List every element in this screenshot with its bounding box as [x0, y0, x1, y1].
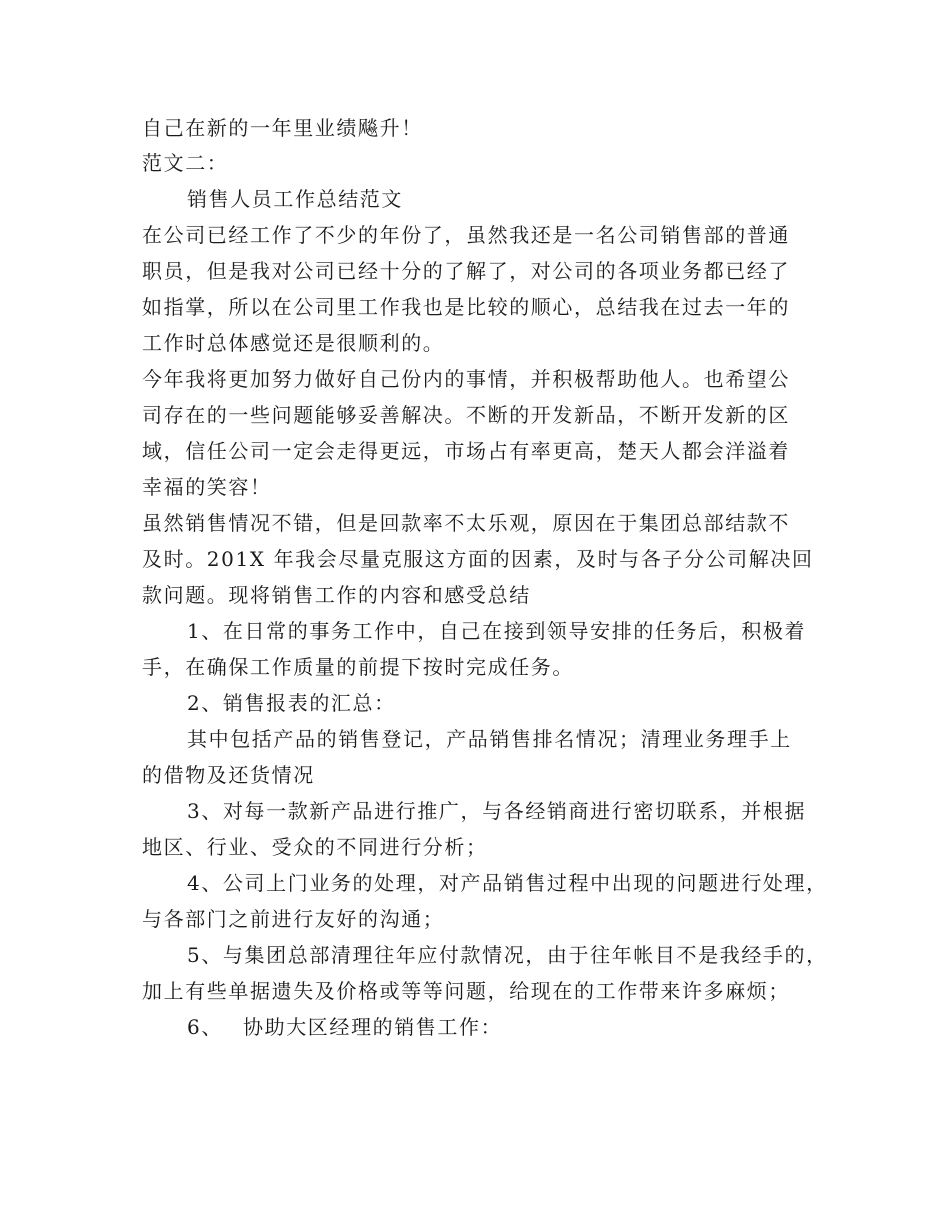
- list-item-number: 6、: [187, 1015, 223, 1039]
- text-line: 职员，但是我对公司已经十分的了解了，对公司的各项业务都已经了: [142, 259, 790, 283]
- text-line: 及时。201X 年我会尽量克服这方面的因素，及时与各子分公司解决回: [142, 547, 814, 571]
- list-item: 4、公司上门业务的处理，对产品销售过程中出现的问题进行处理，: [187, 871, 828, 895]
- text-line: 的借物及还货情况: [142, 763, 315, 787]
- text-line: 地区、行业、受众的不同进行分析；: [142, 835, 488, 859]
- list-item: 5、与集团总部清理往年应付款情况，由于往年帐目不是我经手的，: [187, 943, 828, 967]
- text-line: 幸福的笑容！: [142, 475, 272, 499]
- text-line: 司存在的一些问题能够妥善解决。不断的开发新品，不断开发新的区: [142, 403, 790, 427]
- list-item: 协助大区经理的销售工作：: [243, 1015, 503, 1039]
- text-line: 自己在新的一年里业绩飚升！: [142, 116, 423, 140]
- text-line: 手，在确保工作质量的前提下按时完成任务。: [142, 655, 574, 679]
- text-line: 虽然销售情况不错，但是回款率不太乐观，原因在于集团总部结款不: [142, 511, 790, 535]
- list-item: 1、在日常的事务工作中，自己在接到领导安排的任务后，积极着: [187, 619, 807, 643]
- document-title: 销售人员工作总结范文: [187, 187, 403, 211]
- text-line: 其中包括产品的销售登记，产品销售排名情况；清理业务理手上: [187, 727, 792, 751]
- text-line: 工作时总体感觉还是很顺利的。: [142, 331, 445, 355]
- text-line: 款问题。现将销售工作的内容和感受总结: [142, 583, 531, 607]
- text-line: 与各部门之前进行友好的沟通；: [142, 907, 445, 931]
- text-line: 今年我将更加努力做好自己份内的事情，并积极帮助他人。也希望公: [142, 367, 790, 391]
- text-line: 域，信任公司一定会走得更远，市场占有率更高，楚天人都会洋溢着: [142, 439, 790, 463]
- list-item: 2、销售报表的汇总：: [187, 691, 396, 715]
- text-line: 如指掌，所以在公司里工作我也是比较的顺心，总结我在过去一年的: [142, 295, 790, 319]
- section-heading: 范文二：: [142, 151, 229, 175]
- text-line: 加上有些单据遗失及价格或等等问题，给现在的工作带来许多麻烦；: [142, 979, 790, 1003]
- text-line: 在公司已经工作了不少的年份了，虽然我还是一名公司销售部的普通: [142, 223, 790, 247]
- list-item: 3、对每一款新产品进行推广，与各经销商进行密切联系，并根据: [187, 799, 807, 823]
